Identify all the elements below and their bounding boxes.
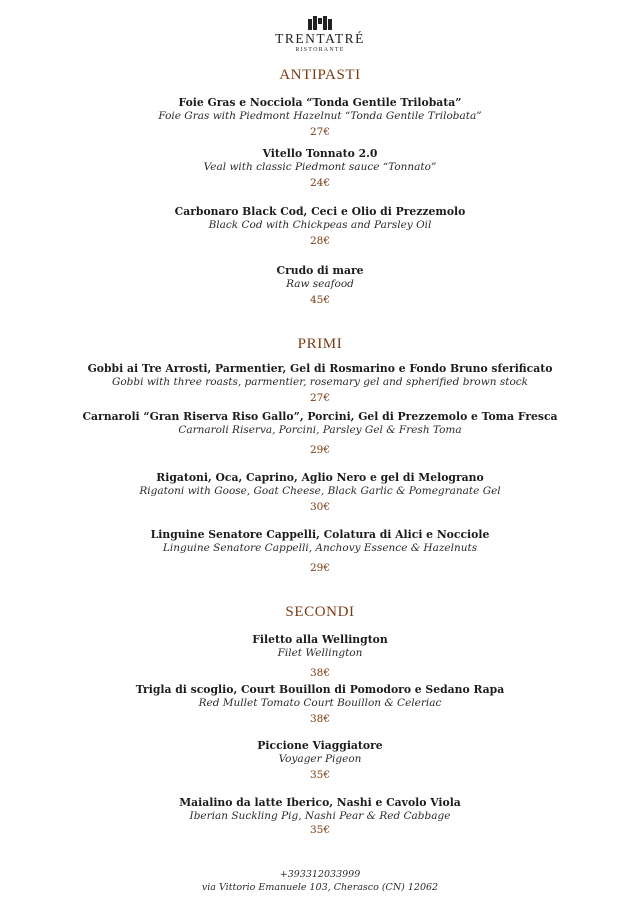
footer-phone: +393312033999	[279, 869, 361, 880]
dish-name: Carnaroli “Gran Riserva Riso Gallo”, Porcini, Gel di Prezzemolo e Toma Fresca	[82, 410, 558, 423]
dish-description: Voyager Pigeon	[278, 753, 362, 765]
dish-name: Carbonaro Black Cod, Ceci e Olio di Prezzemolo	[174, 205, 466, 218]
section-title-antipasti: ANTIPASTI	[279, 67, 361, 83]
menu-item	[0, 796, 640, 837]
menu-item	[0, 147, 640, 190]
dish-description: Veal with classic Piedmont sauce “Tonnato”	[203, 161, 437, 173]
menu-item	[0, 96, 640, 139]
dish-price: 30€	[309, 501, 331, 513]
menu-item	[0, 362, 640, 405]
dish-price: 24€	[309, 177, 331, 189]
dish-price: 38€	[309, 713, 331, 725]
menu-item	[0, 739, 640, 782]
dish-name: Maialino da latte Iberico, Nashi e Cavolo Viola	[179, 796, 461, 809]
menu-item	[0, 683, 640, 726]
dish-price: 35€	[309, 769, 331, 781]
restaurant-subtitle: RISTORANTE	[295, 47, 345, 53]
dish-description: Black Cod with Chickpeas and Parsley Oil	[208, 219, 432, 231]
building-icon	[308, 16, 332, 30]
dish-name: Crudo di mare	[276, 264, 364, 277]
dish-name: Foie Gras e Nocciola “Tonda Gentile Trilobata”	[178, 96, 462, 109]
dish-name: Rigatoni, Oca, Caprino, Aglio Nero e gel di Melograno	[156, 471, 484, 484]
dish-price: 35€	[309, 824, 331, 836]
section-title-secondi: SECONDI	[285, 604, 355, 620]
menu-item	[0, 410, 640, 457]
dish-description: Iberian Suckling Pig, Nashi Pear & Red Cabbage	[189, 810, 451, 822]
dish-description: Linguine Senatore Cappelli, Anchovy Essence & Hazelnuts	[162, 542, 478, 554]
restaurant-name: TRENTATRÉ	[275, 31, 365, 46]
dish-name: Trigla di scoglio, Court Bouillon di Pomodoro e Sedano Rapa	[135, 683, 505, 696]
menu-item	[0, 264, 640, 307]
dish-name: Vitello Tonnato 2.0	[262, 147, 378, 160]
dish-description: Carnaroli Riserva, Porcini, Parsley Gel & Fresh Toma	[178, 424, 462, 436]
dish-price: 27€	[309, 126, 331, 138]
dish-name: Piccione Viaggiatore	[257, 739, 383, 752]
menu-item	[0, 528, 640, 575]
dish-price: 27€	[309, 392, 331, 404]
dish-description: Gobbi with three roasts, parmentier, rosemary gel and spherified brown stock	[111, 376, 529, 388]
menu-item	[0, 471, 640, 514]
menu-item	[0, 633, 640, 680]
dish-description: Raw seafood	[286, 278, 354, 290]
dish-price: 29€	[309, 444, 331, 456]
dish-description: Filet Wellington	[277, 647, 363, 659]
footer-address: via Vittorio Emanuele 103, Cherasco (CN) 12062	[201, 882, 439, 893]
dish-price: 45€	[309, 294, 331, 306]
restaurant-logo	[0, 16, 640, 54]
dish-description: Foie Gras with Piedmont Hazelnut “Tonda Gentile Trilobata”	[158, 110, 482, 122]
menu-item	[0, 205, 640, 248]
dish-price: 28€	[309, 235, 331, 247]
dish-name: Linguine Senatore Cappelli, Colatura di Alici e Nocciole	[150, 528, 490, 541]
dish-price: 29€	[309, 562, 331, 574]
section-title-primi: PRIMI	[297, 336, 343, 352]
dish-name: Gobbi ai Tre Arrosti, Parmentier, Gel di Rosmarino e Fondo Bruno sferificato	[87, 362, 553, 375]
dish-name: Filetto alla Wellington	[252, 633, 388, 646]
dish-description: Rigatoni with Goose, Goat Cheese, Black Garlic & Pomegranate Gel	[139, 485, 501, 497]
dish-description: Red Mullet Tomato Court Bouillon & Celeriac	[198, 697, 442, 709]
dish-price: 38€	[309, 667, 331, 679]
